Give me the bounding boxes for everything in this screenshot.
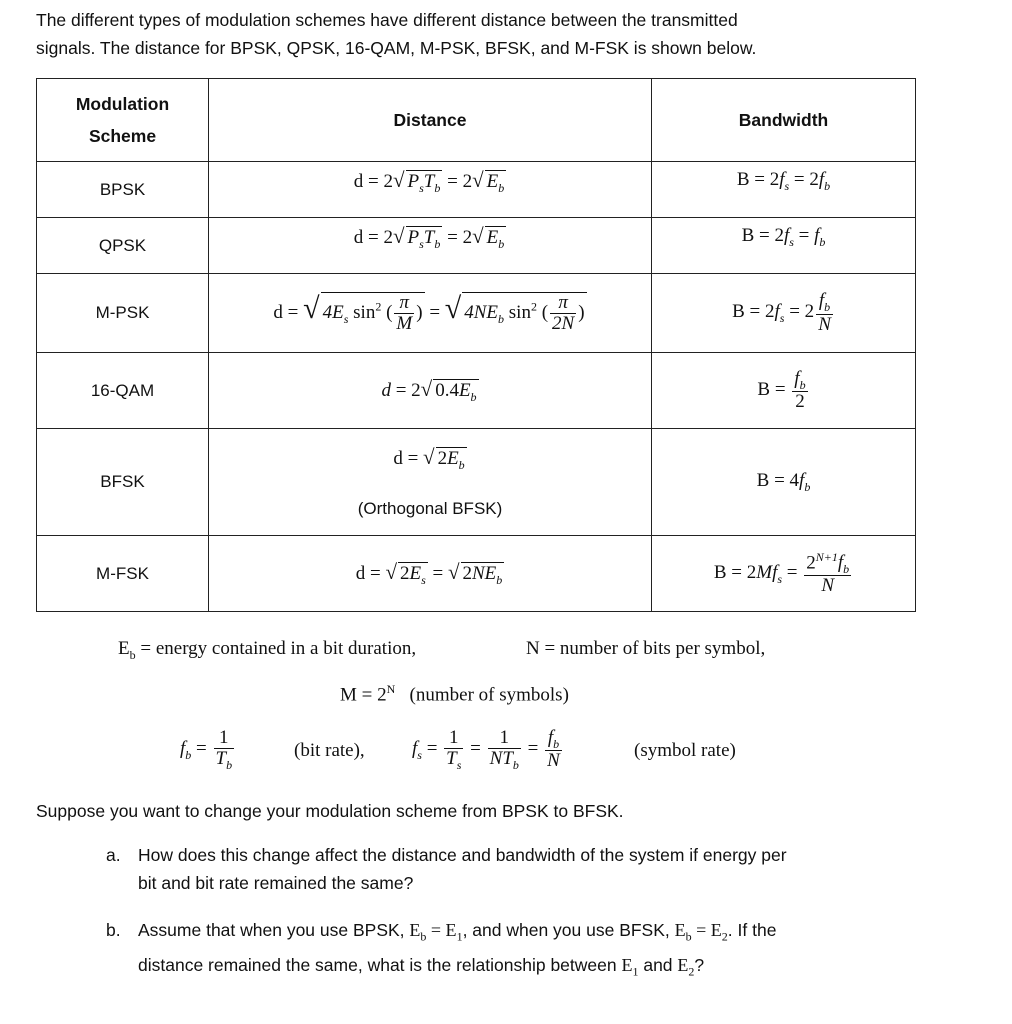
intro-paragraph [36, 6, 986, 62]
scheme-cell: M-PSK [37, 274, 209, 353]
n-definition: N = number of bits per symbol, [526, 638, 766, 659]
header-scheme-line-2: Scheme [88, 126, 157, 146]
scheme-cell: QPSK [37, 218, 209, 274]
table-row [37, 429, 916, 536]
part-a-line-1: How does this change affect the distance and bandwidth of the system if energy per [138, 845, 787, 865]
part-a-label: a. [106, 845, 121, 865]
orthogonal-note: (Orthogonal BFSK) [357, 498, 503, 518]
distance-cell: d = √ $4E_s$ $\sin^2$ ( $\frac{\pi}{M}$ ) = √ $4NE_b$ $\sin^2$ ( $\frac{\pi}{2N}$ ) [209, 274, 652, 353]
part-b-text [138, 916, 988, 985]
distance-cell: d = 2√ $P_sT_b = 2√$ $E_b$ [209, 162, 652, 218]
bandwidth-cell: B = $\frac{f_b}{2}$ [652, 353, 916, 429]
bandwidth-cell: $B = 2f_s = 2f_b$ [652, 162, 916, 218]
distance-cell: d = √ $2E_s$ = √ $2NE_b$ [209, 536, 652, 612]
m-definition: $M = 2^N$ (number of symbols) [340, 682, 569, 706]
m-note: (number of symbols) [409, 684, 569, 706]
symbol-rate-note: (symbol rate) [634, 740, 736, 761]
part-a-text [138, 841, 938, 897]
table-row [37, 218, 916, 274]
bandwidth-cell: $B = 4f_b$ [652, 429, 916, 536]
bandwidth-cell: $B = 2Mf_s$ = $\frac{2^{N+1}f_b}{N}$ [652, 536, 916, 612]
modulation-table [36, 78, 916, 612]
header-row [37, 79, 916, 162]
bandwidth-cell: $B = 2f_s = 2$ $\frac{f_b}{N}$ [652, 274, 916, 353]
header-modulation-scheme [37, 79, 209, 162]
distance-cell: d = 2√ $P_sT_b = 2√$ $E_b$ [209, 218, 652, 274]
header-scheme-line-1: Modulation [75, 94, 170, 114]
header-distance: Distance [209, 79, 652, 162]
scheme-cell: 16-QAM [37, 353, 209, 429]
part-b-label: b. [106, 920, 121, 940]
table-row [37, 162, 916, 218]
distance-cell: d = 2√ $0.4E_b$ [209, 353, 652, 429]
scheme-cell: BPSK [37, 162, 209, 218]
part-b-line-1: Assume that when you use BPSK, $E_b = E_1$, and when you use BFSK, $E_b = E_2$. If the [138, 920, 777, 944]
bandwidth-cell: $B = 2f_s = f_b$ [652, 218, 916, 274]
table-row [37, 353, 916, 429]
table-row [37, 274, 916, 353]
bit-rate-note: (bit rate), [294, 740, 365, 761]
scheme-cell: BFSK [37, 429, 209, 536]
bit-rate-formula: $f_b$ = $\frac{1}{T_b}$ [180, 727, 233, 772]
table-row [37, 536, 916, 612]
part-a-line-2: bit and bit rate remained the same? [138, 873, 414, 893]
intro-line-2: signals. The distance for BPSK, QPSK, 16-QAM, M-PSK, BFSK, and M-FSK is shown below. [36, 38, 757, 58]
question-prompt: Suppose you want to change your modulation scheme from BPSK to BFSK. [36, 801, 624, 821]
eb-definition: $E_b$ = energy contained in a bit duration, [118, 638, 417, 662]
part-b-line-2: distance remained the same, what is the relationship between $E_1$ and $E_2$? [138, 954, 705, 979]
header-bandwidth: Bandwidth [652, 79, 916, 162]
distance-cell: d = √ $2E_b$ (Orthogonal BFSK) [209, 429, 652, 536]
intro-line-1: The different types of modulation schemes have different distance between the transmitted [36, 10, 738, 30]
symbol-rate-formula: $f_s$ = $\frac{1}{T_s}$ = $\frac{1}{NT_b}$ = $\frac{f_b}{N}$ [412, 727, 560, 772]
scheme-cell: M-FSK [37, 536, 209, 612]
